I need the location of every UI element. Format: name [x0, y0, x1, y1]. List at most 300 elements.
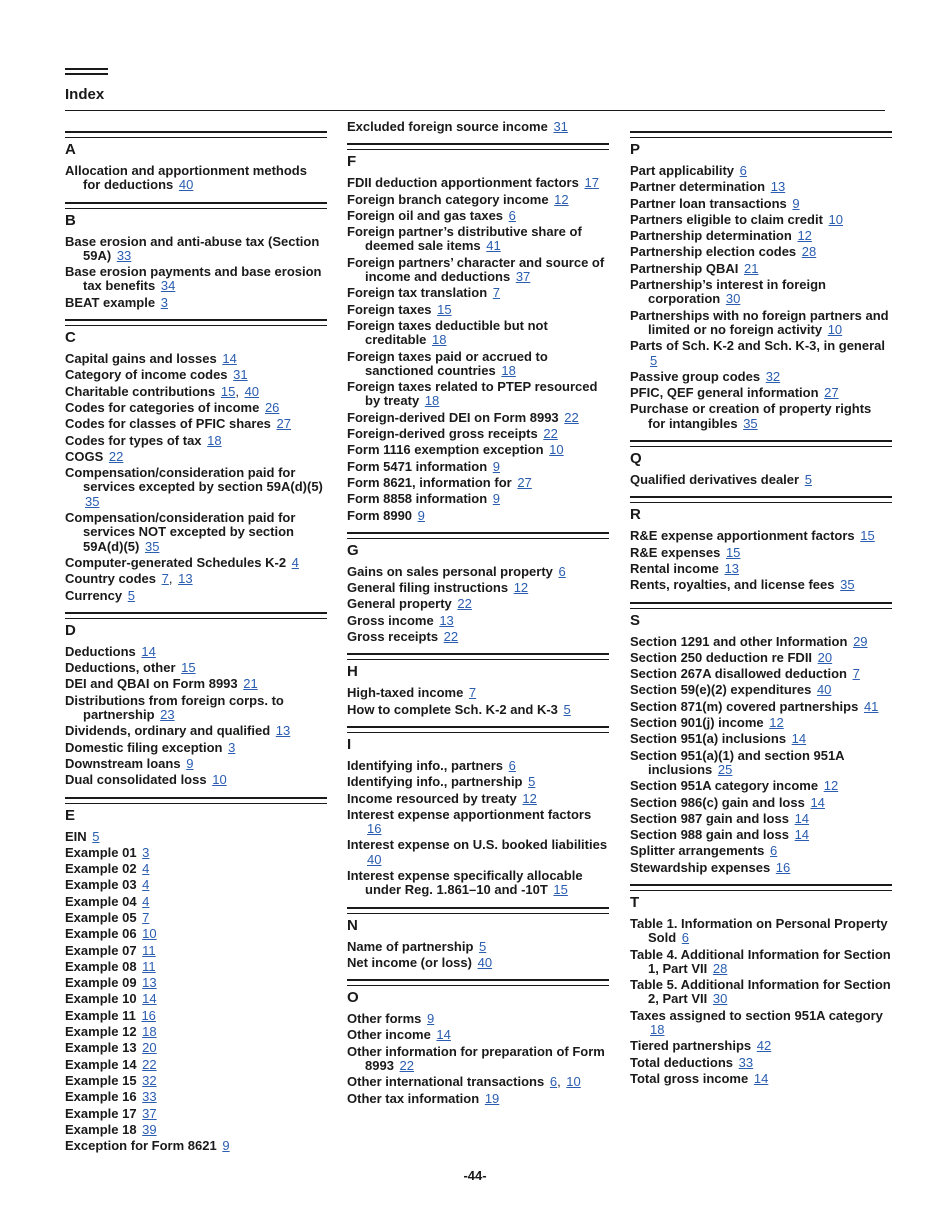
index-entry	[65, 434, 327, 448]
page-link[interactable]: 14	[794, 810, 810, 826]
page-link[interactable]: 16	[367, 821, 382, 837]
page-link[interactable]: 10	[566, 1074, 581, 1090]
section-letter: S	[630, 611, 641, 629]
page-link[interactable]: 10	[828, 211, 843, 227]
entry-list	[347, 759, 609, 898]
page-link[interactable]: 12	[769, 715, 784, 731]
page-link[interactable]: 4	[142, 861, 150, 877]
page-link[interactable]: 13	[770, 179, 786, 195]
entry-term: Compensation/consideration paid for services excepted by section 59A(d)(5)	[65, 465, 323, 495]
header-double-rule	[65, 68, 108, 78]
index-entry	[65, 556, 327, 570]
entry-term: Interest expense specifically allocable under Reg. 1.861–10 and -10T	[347, 867, 583, 898]
entry-term: COGS	[65, 448, 104, 464]
page-link[interactable]: 40	[816, 682, 832, 698]
page-link[interactable]: 22	[108, 448, 124, 464]
entry-term: Stewardship expenses	[630, 859, 771, 875]
page-link[interactable]: 18	[650, 1022, 665, 1038]
section-letter: N	[347, 916, 358, 934]
page-link[interactable]: 35	[144, 538, 160, 554]
page-link[interactable]: 15	[860, 528, 875, 544]
page-link[interactable]: 5	[92, 828, 100, 844]
index-entry	[347, 476, 609, 490]
entry-term: Interest expense on U.S. booked liabilities	[347, 837, 608, 853]
page-link[interactable]: 13	[724, 560, 739, 576]
page-link[interactable]: 29	[853, 633, 868, 649]
entry-list	[347, 686, 609, 717]
page-link[interactable]: 15	[437, 301, 452, 317]
page-link[interactable]: 10	[142, 926, 157, 942]
index-entry	[65, 1107, 327, 1121]
section-divider	[347, 143, 609, 150]
entry-term: Other information for preparation of Form 8993	[347, 1043, 605, 1074]
entry-term: Example 03	[65, 877, 137, 893]
index-entry	[630, 651, 892, 665]
index-entry	[347, 565, 609, 579]
entry-term: Foreign partner’s distributive share of deemed sale items	[347, 224, 582, 254]
page-link[interactable]: 6	[681, 930, 690, 946]
page-link[interactable]: 37	[142, 1105, 157, 1121]
page-link[interactable]: 22	[543, 426, 558, 442]
entry-term: Form 8990	[347, 507, 413, 523]
page-link[interactable]: 4	[142, 877, 150, 893]
page-link[interactable]: 12	[554, 191, 569, 207]
page-link[interactable]: 18	[207, 432, 222, 448]
page-link[interactable]: 7	[852, 666, 860, 682]
entry-term: Section 986(c) gain and loss	[630, 794, 805, 810]
entry-term: Section 987 gain and loss	[630, 810, 789, 826]
page-link[interactable]: 22	[564, 409, 579, 425]
page-link[interactable]: 7	[492, 285, 500, 301]
index-entry	[630, 667, 892, 681]
page-link[interactable]: 40	[367, 851, 382, 867]
entry-term: Partnership’s interest in foreign corporation	[630, 277, 827, 307]
page-link[interactable]: 31	[233, 367, 248, 383]
index-entry	[347, 427, 609, 441]
page-link[interactable]: 6	[770, 843, 778, 859]
index-entry	[65, 960, 327, 974]
entry-term: Partnerships with no foreign partners and limited or no foreign activity	[630, 307, 889, 337]
entry-term: Compensation/consideration paid for services NOT excepted by section 59A(d)(5)	[65, 510, 296, 554]
page-link[interactable]: 3	[142, 844, 150, 860]
page-link[interactable]: 33	[738, 1054, 754, 1070]
index-entry	[630, 402, 892, 431]
page-link[interactable]: 3	[160, 294, 168, 310]
page-link[interactable]: 32	[142, 1072, 157, 1088]
entry-term: Partner determination	[630, 179, 766, 195]
index-entry	[630, 309, 892, 338]
entry-term: Allocation and apportionment methods for deductions	[65, 163, 307, 193]
page-link[interactable]: 22	[443, 629, 459, 645]
page-link[interactable]: 22	[457, 596, 472, 612]
entry-term: Foreign partners’ character and source of income and deductions	[347, 254, 605, 285]
index-entry	[65, 1025, 327, 1039]
section-letter: P	[630, 141, 641, 158]
entry-term: Total gross income	[630, 1070, 749, 1086]
index-entry	[65, 846, 327, 860]
page-link[interactable]: 5	[528, 774, 536, 790]
entry-term: Income resourced by treaty	[347, 790, 517, 806]
index-entry	[65, 164, 327, 193]
index-entry	[65, 757, 327, 771]
entry-term: Section 901(j) income	[630, 715, 764, 731]
page-link[interactable]: 9	[492, 458, 500, 474]
page-link[interactable]: 14	[791, 731, 807, 747]
section-letter: O	[347, 989, 359, 1007]
page-link[interactable]: 39	[142, 1121, 157, 1137]
index-entry	[630, 1072, 892, 1086]
page-link[interactable]: 16	[775, 859, 791, 875]
page-link[interactable]: 30	[712, 991, 728, 1007]
entry-term: Splitter arrangements	[630, 843, 765, 859]
page-link[interactable]: 12	[513, 580, 529, 596]
page-link[interactable]: 40	[244, 383, 260, 399]
index-entry	[65, 862, 327, 876]
entry-term: Section 59(e)(2) expenditures	[630, 682, 812, 698]
index-entry	[630, 1056, 892, 1070]
index-entry	[65, 235, 327, 264]
page-link[interactable]: 7	[161, 571, 169, 587]
page-link[interactable]: 14	[141, 643, 156, 659]
index-entry	[347, 443, 609, 457]
section-divider	[347, 532, 609, 539]
index-entry	[630, 1039, 892, 1053]
entry-term: Category of income codes	[65, 367, 228, 383]
entry-term: Example 18	[65, 1121, 137, 1137]
page-link[interactable]: 11	[142, 958, 156, 974]
index-entry	[65, 677, 327, 691]
index-entry	[347, 350, 609, 379]
index-entry	[630, 812, 892, 826]
index-entry	[65, 895, 327, 909]
entry-list	[65, 645, 327, 788]
section-divider	[65, 797, 327, 804]
index-entry	[630, 562, 892, 576]
page-link[interactable]: 40	[477, 954, 493, 970]
entry-term: Interest expense apportionment factors	[347, 806, 592, 822]
index-entry	[630, 473, 892, 487]
page-link[interactable]: 18	[432, 332, 447, 348]
section-divider	[347, 653, 609, 660]
index-entry	[347, 509, 609, 523]
page-link[interactable]: 23	[160, 707, 175, 723]
index-entry	[630, 229, 892, 243]
page-link[interactable]: 10	[549, 442, 564, 458]
index-entry	[347, 492, 609, 506]
page-link[interactable]: 10	[212, 772, 227, 788]
section-letter: E	[65, 806, 76, 824]
page-link[interactable]: 13	[142, 975, 157, 991]
entry-term: Example 16	[65, 1089, 137, 1105]
entry-term: General filing instructions	[347, 580, 509, 596]
index-entry	[630, 245, 892, 259]
entry-list	[347, 940, 609, 971]
section-divider	[347, 907, 609, 914]
entry-term: Foreign tax translation	[347, 285, 488, 301]
index-entry	[347, 1045, 609, 1074]
page-link[interactable]: 20	[817, 649, 833, 665]
section-letter: B	[65, 211, 76, 229]
page-link[interactable]: 15	[553, 882, 568, 898]
entry-list	[65, 352, 327, 603]
page-link[interactable]: 30	[725, 291, 741, 307]
page-link[interactable]: 9	[427, 1011, 435, 1027]
page-link[interactable]: 6	[549, 1074, 558, 1090]
page-link[interactable]: 18	[142, 1024, 157, 1040]
page-link[interactable]: 14	[142, 991, 157, 1007]
entry-term: Section 951(a)(1) and section 951A inclusions	[630, 747, 845, 777]
page-link[interactable]: 5	[804, 472, 812, 488]
page-link[interactable]: 11	[142, 942, 156, 958]
index-entry	[65, 976, 327, 990]
page-link[interactable]: 28	[801, 244, 817, 260]
entry-term: Partner loan transactions	[630, 195, 787, 211]
page-link[interactable]: 6	[739, 163, 747, 178]
index-entry	[347, 940, 609, 954]
entry-term: Parts of Sch. K-2 and Sch. K-3, in general	[630, 338, 886, 354]
page-link[interactable]: 18	[501, 362, 516, 378]
page-link[interactable]: 35	[743, 415, 758, 431]
entry-term: Base erosion payments and base erosion tax benefits	[65, 264, 322, 294]
page-link[interactable]: 9	[492, 491, 500, 507]
page-link[interactable]: 3	[228, 739, 236, 755]
page-link[interactable]: 12	[797, 228, 812, 244]
title-divider	[65, 110, 885, 111]
index-entry	[347, 319, 609, 348]
page-link[interactable]: 27	[517, 474, 532, 490]
index-entry	[630, 339, 892, 368]
index-entry	[347, 286, 609, 300]
entry-term: Partnership QBAI	[630, 260, 739, 276]
page-link[interactable]: 14	[222, 351, 237, 367]
page-link[interactable]: 33	[142, 1089, 157, 1105]
section-letter: Q	[630, 450, 642, 468]
page-link[interactable]: 5	[650, 352, 658, 368]
page-link[interactable]: 13	[178, 571, 193, 587]
section-divider	[630, 884, 892, 891]
entry-term: General property	[347, 596, 452, 612]
page-link[interactable]: 7	[142, 909, 150, 925]
page-link[interactable]: 25	[717, 761, 733, 777]
index-entry	[65, 1009, 327, 1023]
page-link[interactable]: 31	[553, 119, 568, 134]
page-link[interactable]: 6	[558, 563, 566, 579]
page-link[interactable]: 35	[85, 493, 100, 509]
index-entry	[347, 869, 609, 898]
entry-term: Base erosion and anti-abuse tax (Section 59A)	[65, 233, 320, 263]
entry-list	[630, 917, 892, 1086]
entry-term: Example 05	[65, 909, 137, 925]
entry-term: Other tax information	[347, 1090, 480, 1106]
page-link[interactable]: 21	[743, 260, 759, 276]
page-link[interactable]: 27	[824, 385, 839, 401]
entry-term: Example 12	[65, 1024, 137, 1040]
index-entry	[65, 352, 327, 366]
entry-list	[347, 565, 609, 644]
entry-term: R&E expense apportionment factors	[630, 528, 855, 544]
index-entry	[65, 724, 327, 738]
page-link[interactable]: 28	[712, 960, 728, 976]
page-link[interactable]: 9	[186, 755, 194, 771]
entry-term: Foreign-derived gross receipts	[347, 426, 538, 442]
page-link[interactable]: 18	[424, 393, 440, 409]
entry-term: Section 951A category income	[630, 778, 819, 794]
page-link[interactable]: 15	[220, 383, 236, 399]
entry-term: Table 5. Additional Information for Section 2, Part VII	[630, 977, 891, 1007]
index-entry	[65, 589, 327, 603]
entry-term: Country codes	[65, 571, 157, 587]
index-entry	[630, 578, 892, 592]
entry-term: Taxes assigned to section 951A category	[630, 1007, 883, 1023]
entry-term: Foreign oil and gas taxes	[347, 207, 504, 223]
page-link[interactable]: 33	[116, 247, 132, 263]
index-entry	[65, 878, 327, 892]
page-link[interactable]: 4	[291, 554, 299, 570]
entry-term: Example 04	[65, 893, 137, 909]
page-link[interactable]: 17	[584, 175, 599, 191]
entry-list	[65, 164, 327, 193]
entry-term: Form 1116 exemption exception	[347, 442, 544, 458]
entry-term: DEI and QBAI on Form 8993	[65, 676, 238, 692]
section-letter: H	[347, 663, 358, 681]
entry-term: Downstream loans	[65, 755, 181, 771]
entry-term: Table 1. Information on Personal Property Sold	[630, 915, 888, 946]
page-link[interactable]: 34	[160, 278, 176, 294]
index-entry	[347, 775, 609, 789]
entry-term: Dual consolidated loss	[65, 772, 207, 788]
index-column-3	[630, 120, 892, 1094]
entry-term: Passive group codes	[630, 368, 761, 384]
entry-term: Example 17	[65, 1105, 137, 1121]
index-entry	[65, 661, 327, 675]
page-link[interactable]: 26	[264, 399, 280, 415]
entry-term: Part applicability	[630, 163, 735, 178]
entry-term: Section 951(a) inclusions	[630, 731, 787, 747]
index-entry	[347, 1028, 609, 1042]
entry-list	[347, 120, 609, 134]
page-link[interactable]: 14	[753, 1070, 769, 1086]
index-entry	[630, 978, 892, 1007]
index-entry	[347, 686, 609, 700]
entry-term: Form 5471 information	[347, 458, 488, 474]
page-link[interactable]: 6	[508, 757, 516, 773]
page-link[interactable]: 13	[439, 612, 454, 628]
page-link[interactable]: 9	[417, 507, 425, 523]
entry-term: Example 10	[65, 991, 137, 1007]
page-link[interactable]: 5	[479, 938, 487, 954]
page-link[interactable]: 14	[810, 794, 825, 810]
index-entry	[630, 779, 892, 793]
entry-term: FDII deduction apportionment factors	[347, 175, 579, 191]
page-link[interactable]: 9	[792, 195, 800, 211]
page-link[interactable]: 41	[863, 698, 879, 714]
page-link[interactable]: 22	[399, 1058, 415, 1074]
entry-term: Form 8858 information	[347, 491, 488, 507]
section-letter: D	[65, 621, 76, 639]
index-entry	[347, 1092, 609, 1106]
index-entry	[630, 683, 892, 697]
entry-term: Other forms	[347, 1011, 422, 1027]
page-link[interactable]: 7	[468, 685, 477, 701]
index-entry: Charitable contributions 15, 40	[65, 383, 260, 399]
page-link[interactable]: 12	[522, 790, 537, 806]
index-entry: Other international transactions 6, 10	[347, 1074, 581, 1090]
page-link[interactable]: 42	[756, 1038, 772, 1054]
index-entry	[65, 944, 327, 958]
entry-list	[630, 635, 892, 875]
page-link[interactable]: 15	[725, 544, 741, 560]
page-link[interactable]: 13	[275, 723, 291, 739]
page-link[interactable]: 21	[243, 676, 258, 692]
page-link[interactable]: 20	[142, 1040, 157, 1056]
index-entry	[347, 225, 609, 254]
index-entry	[347, 460, 609, 474]
entry-term: Partnership determination	[630, 228, 792, 244]
entry-term: Charitable contributions	[65, 383, 216, 399]
index-entry	[347, 614, 609, 628]
page-link[interactable]: 15	[181, 660, 196, 676]
page-link[interactable]: 14	[436, 1027, 451, 1043]
page-link[interactable]: 19	[484, 1090, 500, 1106]
entry-term: How to complete Sch. K-2 and K-3	[347, 701, 558, 717]
index-entry	[65, 466, 327, 509]
index-entry	[630, 197, 892, 211]
page-link[interactable]: 35	[840, 577, 855, 593]
section-letter: G	[347, 541, 359, 559]
page-link[interactable]: 12	[823, 778, 839, 794]
page-link[interactable]: 6	[508, 207, 516, 223]
index-entry	[65, 830, 327, 844]
index-entry	[347, 1012, 609, 1026]
section-letter: F	[347, 153, 357, 171]
index-entry	[65, 694, 327, 723]
entry-term: Foreign taxes related to PTEP resourced by treaty	[347, 379, 598, 409]
index-entry	[347, 838, 609, 867]
page-link[interactable]: 5	[127, 587, 135, 603]
page-link[interactable]: 40	[178, 177, 194, 193]
page-link[interactable]: 41	[486, 238, 501, 254]
entry-term: Domestic filing exception	[65, 739, 223, 755]
index-entry	[65, 511, 327, 554]
page-link[interactable]: 5	[563, 701, 571, 717]
index-entry	[630, 861, 892, 875]
section-divider	[65, 319, 327, 326]
page-link[interactable]: 4	[142, 893, 150, 909]
page-link[interactable]: 14	[794, 827, 810, 843]
entry-term: Partnership election codes	[630, 244, 797, 260]
index-entry	[65, 450, 327, 464]
entry-term: Excluded foreign source income	[347, 119, 548, 134]
page-link[interactable]: 27	[276, 416, 292, 432]
entry-term: Capital gains and losses	[65, 351, 217, 367]
page-link[interactable]: 9	[222, 1138, 230, 1154]
index-entry	[630, 948, 892, 977]
entry-term: Foreign taxes deductible but not creditable	[347, 317, 548, 348]
index-entry	[65, 1058, 327, 1072]
section-divider	[630, 131, 892, 138]
entry-term: Exception for Form 8621	[65, 1138, 217, 1154]
page-link[interactable]: 22	[142, 1056, 157, 1072]
page-link[interactable]: 10	[827, 321, 843, 337]
entry-term: Codes for types of tax	[65, 432, 202, 448]
page-link[interactable]: 32	[765, 368, 781, 384]
page-link[interactable]: 16	[141, 1007, 156, 1023]
entry-term: Example 13	[65, 1040, 137, 1056]
entry-term: Section 988 gain and loss	[630, 827, 789, 843]
index-entry	[630, 917, 892, 946]
index-entry	[65, 1090, 327, 1104]
page-link[interactable]: 37	[515, 269, 531, 285]
